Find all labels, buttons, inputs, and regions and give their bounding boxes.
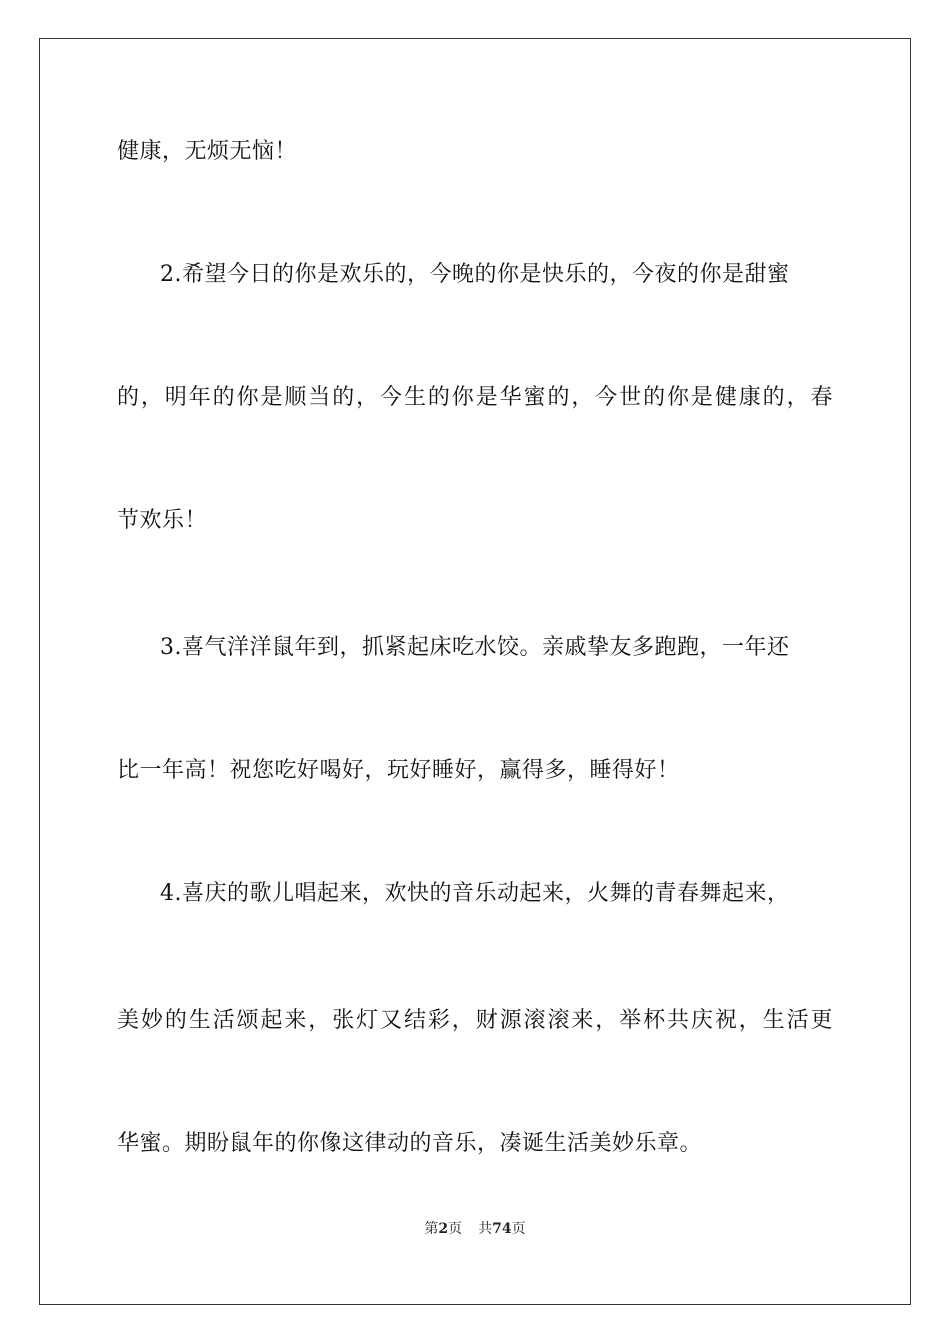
page-footer <box>0 1220 950 1238</box>
text-line-3: 的，明年的你是顺当的，今生的你是华蜜的，今世的你是健康的，春 <box>117 385 833 410</box>
text-line-5: 3.喜气洋洋鼠年到，抓紧起床吃水饺。亲戚挚友多跑跑，一年还 <box>160 635 790 660</box>
total-suffix: 页 <box>511 1221 526 1237</box>
text-line-7: 4.喜庆的歌儿唱起来，欢快的音乐动起来，火舞的青春舞起来， <box>160 881 790 906</box>
text-line-4: 节欢乐！ <box>117 508 208 533</box>
text-line-8: 美妙的生活颂起来，张灯又结彩，财源滚滚来，举杯共庆祝，生活更 <box>117 1008 833 1033</box>
page-prefix: 第 <box>424 1221 439 1237</box>
text-line-2: 2.希望今日的你是欢乐的，今晚的你是快乐的，今夜的你是甜蜜 <box>160 262 790 287</box>
page-number: 2 <box>438 1221 449 1237</box>
text-line-9: 华蜜。期盼鼠年的你像这律动的音乐，凑诞生活美妙乐章。 <box>117 1131 703 1156</box>
page-border <box>39 38 911 1305</box>
page-suffix: 页 <box>448 1221 463 1237</box>
total-prefix: 共 <box>478 1221 493 1237</box>
text-line-6: 比一年高！祝您吃好喝好，玩好睡好，赢得多，睡得好！ <box>117 758 680 783</box>
text-line-1: 健康，无烦无恼！ <box>117 139 298 164</box>
total-pages: 74 <box>492 1221 512 1237</box>
